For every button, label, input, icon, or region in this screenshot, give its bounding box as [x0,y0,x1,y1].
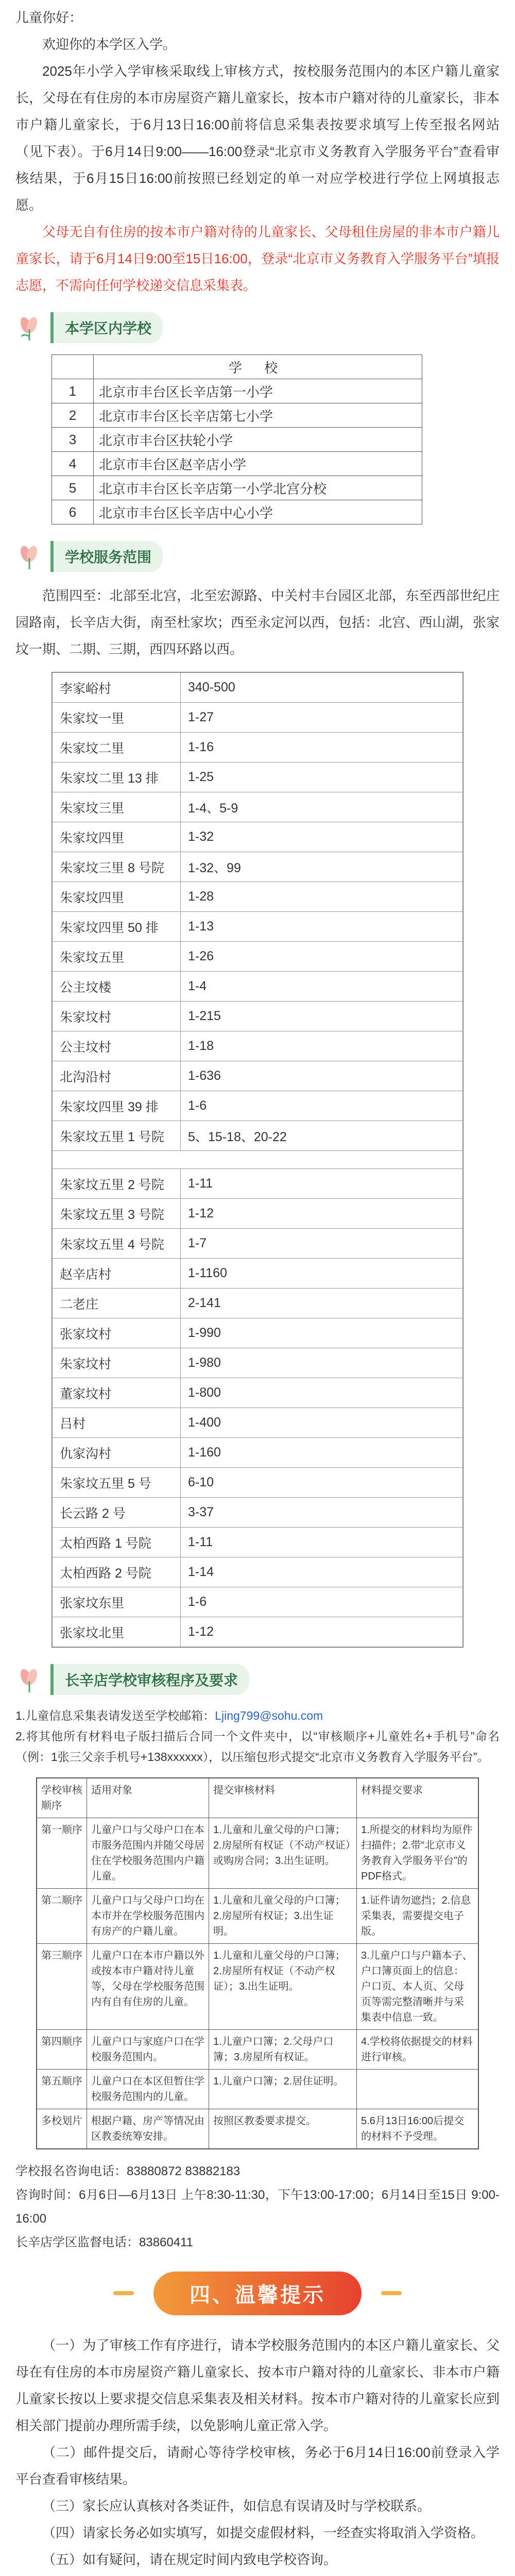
steps-header-target: 适用对象 [87,1778,209,1818]
road-name: 朱家坟三里 8 号院 [53,852,181,882]
service-range-table [52,672,464,1648]
supervision-phone-label: 长辛店学区监督电话： [15,2235,139,2249]
road-name: 朱家坟五里 5 号 [53,1468,181,1498]
row-number: 2 [52,403,94,428]
road-name: 董家坟村 [53,1378,181,1408]
house-numbers: 1-25 [181,762,463,792]
table-row [53,1259,463,1289]
section-range-title [15,540,500,573]
flower-icon [15,1666,43,1693]
table-row [53,882,463,912]
steps-cell-requirements: 5.6月13日16:00后提交的材料不予受理。 [357,2109,478,2149]
school-name: 北京市丰台区长辛店第七小学 [94,403,422,428]
steps-cell-materials: 1.儿童和儿童父母的户口簿；2.房屋所有权证（不动产权证）或购房合同；3.出生证明。 [209,1818,357,1889]
intro-p2: 2025年小学入学审核采取线上审核方式，按校服务范围内的本区户籍儿童家长，父母在有住房的本市房屋资产籍儿童家长，按本市户籍对待的儿童家长，非本市户籍儿童家长，于6月13日16:00前将信息采集表按要求填写上传至报名网站（见下表）。于6月14日9:00——16:00登录“北京市义务教育入学服务平台”查看审核结果，于6月15日16:00前按照已经划定的单一对应学校进行学位上网填报志愿。 [15,63,500,213]
table-row [53,673,463,703]
table-row [53,852,463,882]
table-row [53,1031,463,1061]
road-name: 长云路 2 号 [53,1498,181,1528]
table-row [52,379,422,403]
house-numbers: 1-12 [181,1617,463,1647]
road-name: 太柏西路 2 号院 [53,1557,181,1587]
table-row [37,2030,478,2070]
tip-item: （四）请家长务必如实填写，如提交虚假材料，一经查实将取消入学资格。 [42,2525,485,2540]
house-numbers: 1-11 [181,1169,463,1199]
table-row [52,476,422,500]
house-numbers: 1-28 [181,882,463,912]
school-email-link[interactable]: Ljing799@sohu.com [215,1709,323,1722]
road-name: 朱家坟一里 [53,703,181,733]
table-row [53,1121,463,1151]
table-row [53,1169,463,1199]
house-numbers: 1-26 [181,942,463,972]
steps-cell-target: 儿童户口在本市户籍以外或按本市户籍对待儿童等，父母在学校服务范围内有自有住房的儿童。 [87,1944,209,2030]
steps-cell-materials: 1.儿童和儿童父母的户口簿；2.房屋所有权证；3.出生证明。 [209,1889,357,1944]
contact-time-value: 6月6日—6月13日 上午8:30-11:30，下午13:00-17:00；6月14日至15日 9:00-16:00 [15,2188,500,2226]
contact-time-label: 咨询时间： [15,2188,79,2202]
house-numbers: 5、15-18、20-22 [181,1121,463,1151]
steps-cell-order: 第二顺序 [37,1889,87,1944]
house-numbers: 1-215 [181,1002,463,1031]
section-title-text: 长辛店学校审核程序及要求 [50,1664,249,1695]
greeting: 儿童你好： [15,10,83,25]
table-row [53,1557,463,1587]
table-row [53,912,463,942]
title-decoration-right [381,2291,402,2295]
house-numbers: 1-6 [181,1091,463,1121]
road-name: 公主坟村 [53,1031,181,1061]
house-numbers: 1-13 [181,912,463,942]
row-number: 1 [52,379,94,403]
steps-cell-materials: 按照区教委要求提交。 [209,2109,357,2149]
table-row [53,1229,463,1259]
house-numbers: 1-32 [181,822,463,852]
road-name: 太柏西路 1 号院 [53,1528,181,1557]
table-row [53,1378,463,1408]
road-name: 朱家坟五里 1 号院 [53,1121,181,1151]
tips-title-text: 四、温馨提示 [153,2272,362,2315]
table-row [53,733,463,762]
road-name: 朱家坟三里 [53,792,181,822]
flower-icon [15,314,43,342]
table-row [53,1528,463,1557]
steps-cell-requirements: 1.证件请勿遮挡；2.信息采集表，需要提交电子版。 [357,1889,478,1944]
house-numbers: 1-1160 [181,1259,463,1289]
tips-list [0,2332,515,2576]
school-name: 北京市丰台区长辛店中心小学 [94,500,422,524]
house-numbers: 1-636 [181,1061,463,1091]
table-row [53,1438,463,1468]
table-header-school: 学 校 [94,355,422,379]
range-table-spacer [52,1151,463,1168]
steps-cell-target: 儿童户口与家庭户口在学校服务范围内。 [87,2030,209,2070]
table-row [53,762,463,792]
row-number: 4 [52,452,94,476]
intro-p1: 欢迎你的本学区入学。 [42,37,177,52]
range-table-group-1 [52,672,463,1151]
tip-item: （三）家长应认真核对各类证件，如信息有误请及时与学校联系。 [42,2498,431,2514]
house-numbers: 6-10 [181,1468,463,1498]
road-name: 朱家坟四里 39 排 [53,1091,181,1121]
table-header-no [52,355,94,379]
road-name: 朱家坟五里 3 号院 [53,1199,181,1229]
house-numbers: 1-990 [181,1318,463,1348]
table-row [53,1091,463,1121]
contact-time [15,2183,500,2231]
steps-cell-order: 第五顺序 [37,2070,87,2109]
steps-cell-requirements: 3.儿童户口与户籍本子、户口簿页面上的信息：户口页、本人页、父母页等需完整清晰并与采集表中信息一致。 [357,1944,478,2030]
steps-cell-order: 多校划片 [37,2109,87,2149]
steps-cell-order: 第一顺序 [37,1818,87,1889]
school-name: 北京市丰台区长辛店第一小学 [94,379,422,403]
range-intro: 范围四至：北部至北宫，北至宏源路、中关村丰台园区北部，东至西部世纪庄园路南，长辛店大街，南至杜家坎；西至永定河以西，包括：北宫、西山湖，张家坟一期、二期、三期，西四环路以西。 [15,588,500,657]
house-numbers: 1-32、99 [181,852,463,882]
house-numbers: 1-7 [181,1229,463,1259]
road-name: 朱家坟二里 [53,733,181,762]
table-row [53,1199,463,1229]
school-name: 北京市丰台区长辛店第一小学北宫分校 [94,476,422,500]
table-row [53,1468,463,1498]
house-numbers: 3-37 [181,1498,463,1528]
contact-phone-label: 学校报名咨询电话： [15,2164,127,2178]
range-table-group-2 [52,1168,463,1647]
supervision-phone [15,2231,500,2255]
table-row [53,1587,463,1617]
house-numbers: 1-400 [181,1408,463,1438]
steps-cell-requirements: 1.所提交的材料均为原件扫描件；2.带“北京市义务教育入学服务平台”的PDF格式。 [357,1818,478,1889]
table-row [37,2070,478,2109]
table-row [53,1348,463,1378]
school-name: 北京市丰台区赵辛店小学 [94,452,422,476]
house-numbers: 2-141 [181,1289,463,1318]
requirement-2: 2.将其他所有材料电子版扫描后合同一个文件夹中，以“审核顺序+儿童姓名+手机号”命名（例：1张三父亲手机号+138xxxxxx），以压缩包形式提交“北京市义务教育入学服务平台”。 [15,1730,500,1764]
row-number: 3 [52,428,94,452]
table-row [37,1944,478,2030]
section-schools-title [15,311,500,344]
house-numbers: 1-18 [181,1031,463,1061]
house-numbers: 1-160 [181,1438,463,1468]
table-row [53,703,463,733]
road-name: 朱家坟五里 4 号院 [53,1229,181,1259]
table-row [53,1408,463,1438]
road-name: 朱家坟四里 50 排 [53,912,181,942]
road-name: 李家峪村 [53,673,181,703]
road-name: 仇家沟村 [53,1438,181,1468]
road-name: 北沟沿村 [53,1061,181,1091]
house-numbers: 1-6 [181,1587,463,1617]
house-numbers: 1-27 [181,703,463,733]
road-name: 张家坟北里 [53,1617,181,1647]
steps-cell-requirements [357,2070,478,2109]
row-number: 6 [52,500,94,524]
house-numbers: 1-16 [181,733,463,762]
table-row [37,1818,478,1889]
steps-header-materials: 提交审核材料 [209,1778,357,1818]
table-row [52,403,422,428]
road-name: 公主坟楼 [53,972,181,1002]
tip-item: （一）为了审核工作有序进行，请本学校服务范围内的本区户籍儿童家长、父母在有住房的本市房屋资产籍儿童家长、按本市户籍对待的儿童家长、非本市户籍儿童家长按以上要求提交信息采集表及相关材料。按本市户籍对待的儿童家长应到相关部门提前办理所需手续，以免影响儿童正常入学。 [15,2337,500,2433]
section-procedure-title [15,1663,500,1696]
table-row [52,500,422,524]
table-row [52,428,422,452]
table-row [53,1002,463,1031]
contact-phone-numbers[interactable]: 83880872 83882183 [127,2164,241,2178]
house-numbers: 1-11 [181,1528,463,1557]
table-row [37,2109,478,2149]
requirement-1 [15,1705,500,1726]
section-title-text: 学校服务范围 [50,541,163,572]
table-row [53,942,463,972]
requirement-1-text: 1.儿童信息采集表请发送至学校邮箱： [15,1709,215,1722]
supervision-phone-number[interactable]: 83860411 [139,2235,193,2249]
steps-header-requirements: 材料提交要求 [357,1778,478,1818]
house-numbers: 1-980 [181,1348,463,1378]
road-name: 朱家坟村 [53,1348,181,1378]
table-row [53,1498,463,1528]
title-decoration-left [113,2291,134,2295]
house-numbers: 1-800 [181,1378,463,1408]
table-row [53,972,463,1002]
road-name: 朱家坟村 [53,1002,181,1031]
road-name: 张家坟东里 [53,1587,181,1617]
road-name: 吕村 [53,1408,181,1438]
table-row [53,792,463,822]
school-table [52,354,422,524]
table-row [37,1889,478,1944]
road-name: 朱家坟四里 [53,882,181,912]
table-row [52,452,422,476]
tips-section-title [113,2270,402,2316]
steps-cell-requirements: 4.学校将依据提交的材料进行审核。 [357,2030,478,2070]
tip-item: （二）邮件提交后，请耐心等待学校审核，务必于6月14日16:00前登录入学平台查看审核结果。 [15,2445,500,2487]
house-numbers: 1-12 [181,1199,463,1229]
steps-cell-materials: 1.儿童户口簿；2.居住证明。 [209,2070,357,2109]
table-row [53,822,463,852]
flower-icon [15,543,43,570]
road-name: 张家坟村 [53,1318,181,1348]
steps-cell-order: 第四顺序 [37,2030,87,2070]
table-row [53,1318,463,1348]
table-row [53,1289,463,1318]
steps-cell-materials: 1.儿童和儿童父母的户口簿；2.房屋所有权证（不动产权证）；3.出生证明。 [209,1944,357,2030]
road-name: 朱家坟四里 [53,822,181,852]
steps-cell-target: 儿童户口与父母户口均在本市并在学校服务范围内有房产的户籍儿童。 [87,1889,209,1944]
review-procedure-table [36,1777,479,2149]
row-number: 5 [52,476,94,500]
steps-cell-target: 儿童户口在本区但暂住学校服务范围内的儿童。 [87,2070,209,2109]
steps-cell-order: 第三顺序 [37,1944,87,2030]
steps-cell-materials: 1.儿童户口簿；2.父母户口簿；3.房屋所有权证。 [209,2030,357,2070]
house-numbers: 1-14 [181,1557,463,1587]
house-numbers: 1-4、5-9 [181,792,463,822]
tip-item [15,2573,500,2576]
school-name: 北京市丰台区扶轮小学 [94,428,422,452]
table-row [53,1061,463,1091]
house-numbers: 1-4 [181,972,463,1002]
road-name: 朱家坟二里 13 排 [53,762,181,792]
steps-header-order: 学校审核顺序 [37,1778,87,1818]
table-row [53,1617,463,1647]
intro-red-paragraph: 父母无自有住房的按本市户籍对待的儿童家长、父母租住房屋的非本市户籍儿童家长，请于6月14日9:00至15日16:00，登录“北京市义务教育入学服务平台”填报志愿，不需向任何学校递交信息采集表。 [15,224,500,293]
contact-phones [15,2160,500,2183]
road-name: 朱家坟五里 [53,942,181,972]
steps-cell-target: 根据户籍、房产等情况由区教委统筹安排。 [87,2109,209,2149]
steps-cell-target: 儿童户口与父母户口在本市服务范围内并随父母居住在学校服务范围内户籍儿童。 [87,1818,209,1889]
section-title-text: 本学区内学校 [50,312,163,343]
road-name: 赵辛店村 [53,1259,181,1289]
tip-item: （五）如有疑问，请在规定时间内致电学校咨询。 [42,2552,337,2567]
road-name: 二老庄 [53,1289,181,1318]
house-numbers: 340-500 [181,673,463,703]
road-name: 朱家坟五里 2 号院 [53,1169,181,1199]
